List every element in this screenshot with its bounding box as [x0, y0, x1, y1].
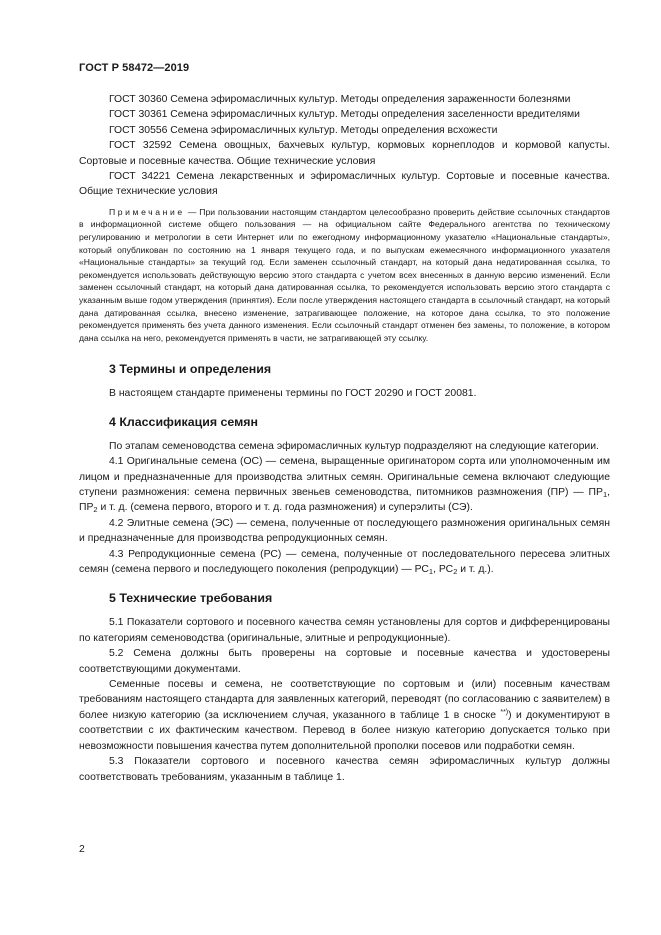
section-4-intro: По этапам семеноводства семена эфиромасличных культур подразделяют на следующие категории. — [109, 440, 599, 452]
clause-4-3 — [79, 547, 610, 578]
clause-4-2: 4.2 Элитные семена (ЭС) — семена, полученные от последующего размножения оригинальных семян и предназначенные для производства репродукционных семян. — [79, 517, 610, 545]
note-text: — При пользовании настоящим стандартом целесообразно проверить действие ссылочных стандартов в информационной системе общего пользования — на официальном сайте Федерального агентства по техническому регулированию и метрологии в сети Интернет или по ежегодному информационному указателю «Национальные стандарты», который опубликован по состоянию на 1 января текущего года, и по выпускам ежемесячного информационного указателя «Национальные стандарты» за текущий год. Если заменен ссылочный стандарт, на который дана недатированная ссылка, то рекомендуется использовать действующую версию этого стандарта с учетом всех внесенных в данную версию изменений. Если заменен ссылочный стандарт, на который дана датированная ссылка, то рекомендуется использовать версию этого стандарта с указанным выше годом утверждения (принятия). Если после утверждения настоящего стандарта в ссылочный стандарт, на который дана датированная ссылка, внесено изменение, затрагивающее положение, на которое дана ссылка, то это положение рекомендуется применять без учета данного изменения. Если ссылочный стандарт отменен без замены, то положение, в котором дана ссылка на него, рекомендуется применять в части, не затрагивающей эту ссылку. — [79, 206, 610, 343]
clause-5-2-text: Семенные посевы и семена, не соответствующие по сортовым и (или) посевным качествам требованиям настоящего стандарта для заявленных категорий, переводят (по согласованию с заявителем) в более низкую категорию (за исключением случая, указанного в таблице 1 в сноске — [79, 679, 610, 721]
reference-item: ГОСТ 32592 Семена овощных, бахчевых культур, кормовых корнеплодов и кормовой капусты. Сортовые и посевные качества. Общие технические условия — [79, 140, 610, 167]
section-3-text: В настоящем стандарте применены термины по ГОСТ 20290 и ГОСТ 20081. — [109, 388, 477, 400]
subscript: 2 — [93, 505, 98, 515]
clause-5-2-continued — [79, 677, 610, 754]
note-paragraph — [79, 206, 610, 345]
reference-item: ГОСТ 30360 Семена эфиромасличных культур. Методы определения зараженности болезнями — [109, 94, 571, 105]
reference-item: ГОСТ 30361 Семена эфиромасличных культур. Методы определения заселенности вредителями — [109, 109, 580, 121]
clause-5-2-text: ) и документируют в соответствии с их фактическим качеством. Перевод в более низкую категорию допускается только при невозможности повышения качества путем дополнительной прополки посевов или подработки семян. — [79, 709, 610, 752]
page-number: 2 — [79, 844, 85, 855]
section-3-title: 3 Термины и определения — [109, 362, 272, 377]
clause-5-1: 5.1 Показатели сортового и посевного качества семян установлены для сортов и дифференцированы по категориям семеноводства (оригинальные, элитные и репродукционные). — [79, 617, 610, 644]
subscript: 2 — [453, 567, 458, 577]
section-4-title: 4 Классификация семян — [109, 414, 259, 429]
clause-4-1 — [79, 454, 610, 516]
clause-5-2: 5.2 Семена должны быть проверены на сортовые и посевные качества и удостоверены соответствующими документами. — [79, 648, 610, 675]
note-label: Примечание — [109, 206, 185, 217]
clause-4-3-text: 4.3 Репродукционные семена (РС) — семена, полученные от последовательного пересева элитных семян (семена первого и последующего поколения (репродукции) — РС — [79, 548, 610, 576]
clause-5-3: 5.3 Показатели сортового и посевного качества семян эфиромасличных культур должны соответствовать требованиям, указанным в таблице 1. — [79, 756, 610, 783]
footnote-marker: **) — [500, 708, 509, 716]
clause-4-3-text: , РС — [433, 564, 454, 576]
document-code: ГОСТ Р 58472—2019 — [79, 62, 190, 74]
subscript: 1 — [428, 567, 434, 577]
reference-item: ГОСТ 34221 Семена лекарственных и эфиромасличных культур. Сортовые и посевные качества. Общие технические условия — [79, 171, 610, 198]
clause-4-3-text: и т. д.). — [457, 564, 494, 576]
page-content — [79, 92, 610, 785]
section-5-title: 5 Технические требования — [109, 591, 273, 606]
reference-item: ГОСТ 30556 Семена эфиромасличных культур. Методы определения всхожести — [109, 124, 498, 136]
subscript: 1 — [602, 490, 608, 499]
clause-4-1-text: 4.1 Оригинальные семена (ОС) — семена, выращенные оригинатором сорта или уполномоченным им лицом и предназначенные для производства элитных семян. Оригинальные семена включают следующие ступени размножения: семена первичных звеньев семеноводства, питомников размножения (ПР) — ПР — [79, 456, 610, 498]
clause-4-1-text: , ПР — [79, 487, 610, 514]
clause-4-1-text: и т. д. (семена первого, второго и т. д. года размножения) и суперэлиты (СЭ). — [97, 502, 473, 514]
